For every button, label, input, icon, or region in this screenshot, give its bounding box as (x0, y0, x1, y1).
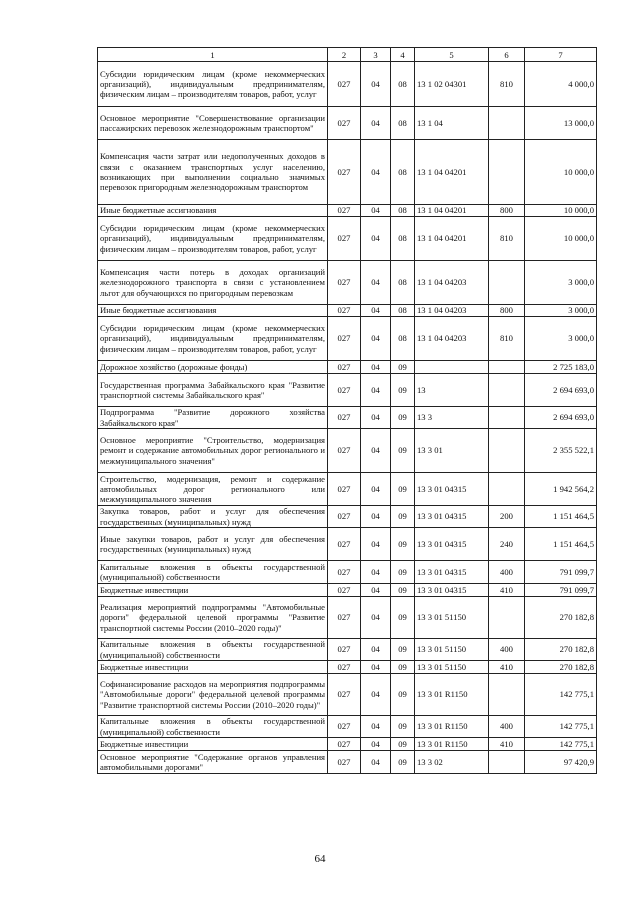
row-expense-type-cell (489, 407, 525, 429)
row-grbs-cell: 027 (328, 429, 361, 473)
row-grbs-cell: 027 (328, 506, 361, 528)
row-amount-cell: 97 420,9 (525, 751, 597, 774)
row-subsection-cell: 08 (391, 107, 415, 140)
row-name-cell: Основное мероприятие "Содержание органов управления автомобильными дорогами" (98, 751, 328, 774)
row-expense-type-cell (489, 751, 525, 774)
row-subsection-cell: 09 (391, 751, 415, 774)
row-expense-type-cell: 400 (489, 716, 525, 738)
row-expense-type-cell: 800 (489, 305, 525, 317)
row-section-cell: 04 (361, 140, 391, 205)
row-amount-cell: 3 000,0 (525, 261, 597, 305)
row-name-cell: Подпрограмма "Развитие дорожного хозяйства Забайкальского края" (98, 407, 328, 429)
row-section-cell: 04 (361, 473, 391, 506)
row-amount-cell: 3 000,0 (525, 317, 597, 361)
table-row (98, 107, 597, 140)
row-subsection-cell: 09 (391, 473, 415, 506)
row-target-article-cell: 13 1 04 (415, 107, 489, 140)
row-grbs-cell: 027 (328, 407, 361, 429)
row-name-cell: Дорожное хозяйство (дорожные фонды) (98, 361, 328, 374)
row-amount-cell: 10 000,0 (525, 217, 597, 261)
row-subsection-cell: 09 (391, 561, 415, 584)
table-row (98, 407, 597, 429)
row-expense-type-cell: 410 (489, 738, 525, 751)
row-subsection-cell: 08 (391, 217, 415, 261)
row-name-cell: Реализация мероприятий подпрограммы "Автомобильные дороги" федеральной целевой программы "Развитие транспортной системы России (2010–2020 годы)" (98, 597, 328, 639)
column-header-1: 1 (98, 48, 328, 62)
row-target-article-cell (415, 361, 489, 374)
row-section-cell: 04 (361, 317, 391, 361)
row-target-article-cell: 13 1 04 04201 (415, 217, 489, 261)
table-row (98, 429, 597, 473)
row-target-article-cell: 13 3 01 04315 (415, 473, 489, 506)
row-grbs-cell: 027 (328, 561, 361, 584)
row-target-article-cell: 13 3 01 (415, 429, 489, 473)
row-grbs-cell: 027 (328, 217, 361, 261)
row-name-cell: Софинансирование расходов на мероприятия подпрограммы "Автомобильные дороги" федеральной целевой программы "Развитие транспортной системы России (2010–2020 годы)" (98, 674, 328, 716)
table-row (98, 661, 597, 674)
row-target-article-cell: 13 3 01 04315 (415, 561, 489, 584)
row-grbs-cell: 027 (328, 661, 361, 674)
row-amount-cell: 3 000,0 (525, 305, 597, 317)
row-grbs-cell: 027 (328, 374, 361, 407)
row-grbs-cell: 027 (328, 62, 361, 107)
row-target-article-cell: 13 3 01 51150 (415, 661, 489, 674)
row-name-cell: Компенсация части потерь в доходах организаций железнодорожного транспорта в связи с установлением льгот для обучающихся по пригородным перевозкам (98, 261, 328, 305)
row-expense-type-cell (489, 261, 525, 305)
row-subsection-cell: 09 (391, 639, 415, 661)
row-grbs-cell: 027 (328, 738, 361, 751)
row-subsection-cell: 09 (391, 674, 415, 716)
row-amount-cell: 2 694 693,0 (525, 374, 597, 407)
row-name-cell: Капитальные вложения в объекты государственной (муниципальной) собственности (98, 561, 328, 584)
row-subsection-cell: 08 (391, 305, 415, 317)
budget-table (97, 47, 597, 774)
row-name-cell: Бюджетные инвестиции (98, 661, 328, 674)
row-target-article-cell: 13 3 01 04315 (415, 584, 489, 597)
table-row (98, 674, 597, 716)
row-subsection-cell: 09 (391, 361, 415, 374)
row-section-cell: 04 (361, 597, 391, 639)
row-subsection-cell: 09 (391, 738, 415, 751)
row-amount-cell: 2 694 693,0 (525, 407, 597, 429)
row-section-cell: 04 (361, 584, 391, 597)
row-grbs-cell: 027 (328, 639, 361, 661)
row-subsection-cell: 08 (391, 205, 415, 217)
row-target-article-cell: 13 3 01 04315 (415, 506, 489, 528)
row-name-cell: Капитальные вложения в объекты государственной (муниципальной) собственности (98, 639, 328, 661)
table-row (98, 528, 597, 561)
row-expense-type-cell (489, 429, 525, 473)
row-grbs-cell: 027 (328, 674, 361, 716)
row-subsection-cell: 09 (391, 716, 415, 738)
row-grbs-cell: 027 (328, 751, 361, 774)
row-section-cell: 04 (361, 751, 391, 774)
column-header-4: 4 (391, 48, 415, 62)
table-row (98, 639, 597, 661)
row-grbs-cell: 027 (328, 361, 361, 374)
row-amount-cell: 2 725 183,0 (525, 361, 597, 374)
row-grbs-cell: 027 (328, 597, 361, 639)
row-target-article-cell: 13 (415, 374, 489, 407)
row-target-article-cell: 13 3 01 04315 (415, 528, 489, 561)
row-section-cell: 04 (361, 429, 391, 473)
table-row (98, 62, 597, 107)
row-amount-cell: 1 942 564,2 (525, 473, 597, 506)
row-amount-cell: 2 355 522,1 (525, 429, 597, 473)
row-name-cell: Компенсация части затрат или недополученных доходов в связи с оказанием транспортных услуг населению, возникающих при выполнении социально значимых перевозок пригородным железнодорожным транспортом (98, 140, 328, 205)
row-name-cell: Субсидии юридическим лицам (кроме некоммерческих организаций), индивидуальным предпринимателям, физическим лицам – производителям товаров, работ, услуг (98, 62, 328, 107)
row-expense-type-cell: 400 (489, 639, 525, 661)
row-section-cell: 04 (361, 361, 391, 374)
row-expense-type-cell: 810 (489, 62, 525, 107)
row-expense-type-cell (489, 374, 525, 407)
row-target-article-cell: 13 3 01 R1150 (415, 674, 489, 716)
row-subsection-cell: 09 (391, 429, 415, 473)
row-amount-cell: 4 000,0 (525, 62, 597, 107)
table-row (98, 140, 597, 205)
page-number: 64 (314, 853, 326, 865)
row-grbs-cell: 027 (328, 317, 361, 361)
row-expense-type-cell (489, 597, 525, 639)
row-expense-type-cell (489, 473, 525, 506)
row-target-article-cell: 13 1 04 04201 (415, 205, 489, 217)
row-amount-cell: 10 000,0 (525, 205, 597, 217)
row-amount-cell: 270 182,8 (525, 639, 597, 661)
row-name-cell: Субсидии юридическим лицам (кроме некоммерческих организаций), индивидуальным предпринимателям, физическим лицам – производителям товаров, работ, услуг (98, 217, 328, 261)
table-row (98, 361, 597, 374)
row-name-cell: Субсидии юридическим лицам (кроме некоммерческих организаций), индивидуальным предпринимателям, физическим лицам – производителям товаров, работ, услуг (98, 317, 328, 361)
row-subsection-cell: 08 (391, 140, 415, 205)
table-header-row (98, 48, 597, 62)
row-section-cell: 04 (361, 506, 391, 528)
row-section-cell: 04 (361, 639, 391, 661)
table-row (98, 506, 597, 528)
row-expense-type-cell: 800 (489, 205, 525, 217)
row-grbs-cell: 027 (328, 473, 361, 506)
row-name-cell: Иные бюджетные ассигнования (98, 205, 328, 217)
table-row (98, 751, 597, 774)
row-amount-cell: 791 099,7 (525, 584, 597, 597)
row-expense-type-cell (489, 361, 525, 374)
row-section-cell: 04 (361, 217, 391, 261)
column-header-5: 5 (415, 48, 489, 62)
row-expense-type-cell: 410 (489, 584, 525, 597)
row-name-cell: Бюджетные инвестиции (98, 738, 328, 751)
row-grbs-cell: 027 (328, 261, 361, 305)
row-expense-type-cell: 200 (489, 506, 525, 528)
row-section-cell: 04 (361, 107, 391, 140)
row-expense-type-cell (489, 674, 525, 716)
row-subsection-cell: 08 (391, 261, 415, 305)
row-target-article-cell: 13 3 01 51150 (415, 597, 489, 639)
row-target-article-cell: 13 1 04 04203 (415, 317, 489, 361)
table-row (98, 205, 597, 217)
row-name-cell: Капитальные вложения в объекты государственной (муниципальной) собственности (98, 716, 328, 738)
row-name-cell: Бюджетные инвестиции (98, 584, 328, 597)
row-subsection-cell: 09 (391, 374, 415, 407)
row-name-cell: Иные закупки товаров, работ и услуг для обеспечения государственных (муниципальных) нужд (98, 528, 328, 561)
column-header-3: 3 (361, 48, 391, 62)
table-row (98, 597, 597, 639)
table-body (98, 62, 597, 774)
row-amount-cell: 1 151 464,5 (525, 528, 597, 561)
row-name-cell: Закупка товаров, работ и услуг для обеспечения государственных (муниципальных) нужд (98, 506, 328, 528)
row-target-article-cell: 13 1 02 04301 (415, 62, 489, 107)
row-grbs-cell: 027 (328, 205, 361, 217)
row-target-article-cell: 13 3 (415, 407, 489, 429)
table-row (98, 584, 597, 597)
row-target-article-cell: 13 1 04 04203 (415, 305, 489, 317)
row-section-cell: 04 (361, 661, 391, 674)
table-row (98, 305, 597, 317)
row-grbs-cell: 027 (328, 305, 361, 317)
table-row (98, 473, 597, 506)
row-target-article-cell: 13 3 01 R1150 (415, 738, 489, 751)
row-section-cell: 04 (361, 407, 391, 429)
row-subsection-cell: 09 (391, 597, 415, 639)
table-row (98, 261, 597, 305)
row-expense-type-cell: 400 (489, 561, 525, 584)
table-row (98, 374, 597, 407)
row-expense-type-cell: 810 (489, 217, 525, 261)
row-subsection-cell: 08 (391, 62, 415, 107)
row-name-cell: Строительство, модернизация, ремонт и содержание автомобильных дорог регионального или межмуниципального значения (98, 473, 328, 506)
row-amount-cell: 142 775,1 (525, 738, 597, 751)
row-subsection-cell: 09 (391, 407, 415, 429)
table-row (98, 561, 597, 584)
row-subsection-cell: 09 (391, 584, 415, 597)
row-subsection-cell: 09 (391, 506, 415, 528)
row-grbs-cell: 027 (328, 716, 361, 738)
row-grbs-cell: 027 (328, 528, 361, 561)
column-header-6: 6 (489, 48, 525, 62)
row-name-cell: Государственная программа Забайкальского края "Развитие транспортной системы Забайкальского края" (98, 374, 328, 407)
row-name-cell: Основное мероприятие "Строительство, модернизация ремонт и содержание автомобильных дорог регионального и межмуниципального значения" (98, 429, 328, 473)
row-section-cell: 04 (361, 261, 391, 305)
row-section-cell: 04 (361, 674, 391, 716)
row-amount-cell: 10 000,0 (525, 140, 597, 205)
row-amount-cell: 13 000,0 (525, 107, 597, 140)
row-amount-cell: 270 182,8 (525, 661, 597, 674)
row-target-article-cell: 13 3 01 51150 (415, 639, 489, 661)
row-section-cell: 04 (361, 528, 391, 561)
row-section-cell: 04 (361, 561, 391, 584)
table-row (98, 738, 597, 751)
row-expense-type-cell: 410 (489, 661, 525, 674)
row-grbs-cell: 027 (328, 140, 361, 205)
row-name-cell: Основное мероприятие "Совершенствование организации пассажирских перевозок железнодорожным транспортом" (98, 107, 328, 140)
row-grbs-cell: 027 (328, 107, 361, 140)
row-expense-type-cell: 810 (489, 317, 525, 361)
row-amount-cell: 270 182,8 (525, 597, 597, 639)
row-subsection-cell: 09 (391, 528, 415, 561)
row-section-cell: 04 (361, 716, 391, 738)
column-header-2: 2 (328, 48, 361, 62)
row-section-cell: 04 (361, 205, 391, 217)
row-target-article-cell: 13 1 04 04203 (415, 261, 489, 305)
row-name-cell: Иные бюджетные ассигнования (98, 305, 328, 317)
row-amount-cell: 791 099,7 (525, 561, 597, 584)
table-row (98, 217, 597, 261)
row-target-article-cell: 13 3 02 (415, 751, 489, 774)
column-header-7: 7 (525, 48, 597, 62)
table-row (98, 317, 597, 361)
row-target-article-cell: 13 3 01 R1150 (415, 716, 489, 738)
row-section-cell: 04 (361, 62, 391, 107)
table-row (98, 716, 597, 738)
row-target-article-cell: 13 1 04 04201 (415, 140, 489, 205)
row-expense-type-cell: 240 (489, 528, 525, 561)
row-amount-cell: 1 151 464,5 (525, 506, 597, 528)
row-section-cell: 04 (361, 738, 391, 751)
row-section-cell: 04 (361, 305, 391, 317)
row-expense-type-cell (489, 140, 525, 205)
row-subsection-cell: 09 (391, 661, 415, 674)
row-amount-cell: 142 775,1 (525, 674, 597, 716)
row-amount-cell: 142 775,1 (525, 716, 597, 738)
row-subsection-cell: 08 (391, 317, 415, 361)
row-grbs-cell: 027 (328, 584, 361, 597)
row-expense-type-cell (489, 107, 525, 140)
row-section-cell: 04 (361, 374, 391, 407)
